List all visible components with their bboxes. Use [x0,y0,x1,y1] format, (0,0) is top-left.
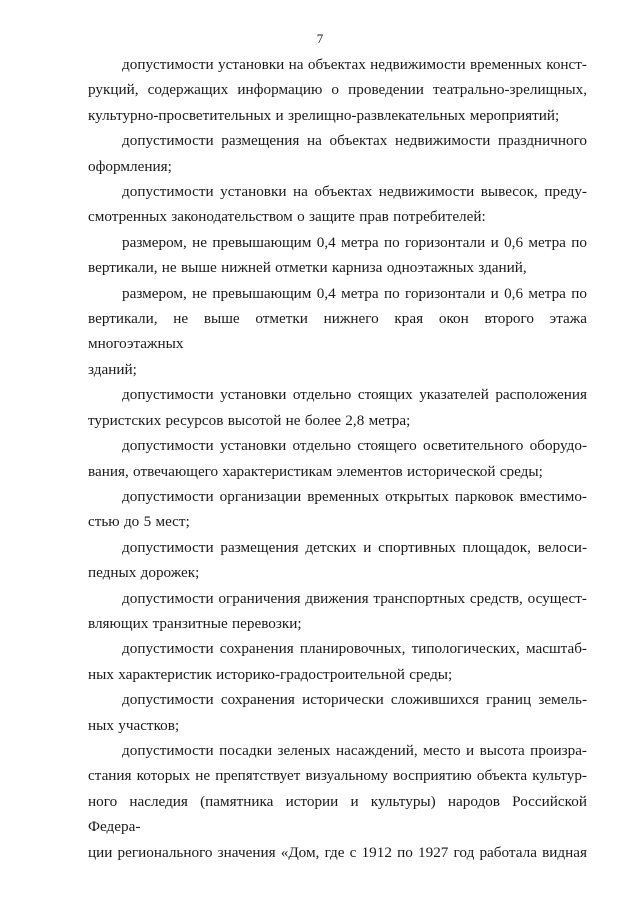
text-line-wrap [88,204,587,229]
text-line-wrap [88,154,587,179]
text-line-wrap [88,306,587,357]
text-line: допустимости размещения на объектах недвижимости праздничного [122,132,587,150]
text-line-wrap [88,433,587,458]
text-line-wrap [88,408,587,433]
text-line-wrap [88,52,587,77]
text-line-wrap [88,230,587,255]
document-body [88,52,587,865]
text-line-wrap [88,738,587,763]
text-line-wrap [88,560,587,585]
text-line: педных дорожек; [88,564,200,582]
text-line: зданий; [88,360,137,378]
text-line-wrap [88,103,587,128]
text-line: культурно-просветительных и зрелищно-развлекательных мероприятий; [88,106,560,124]
text-line-wrap [88,662,587,687]
text-line: ных характеристик историко-градостроительной среды; [88,665,453,683]
text-line-wrap [88,128,587,153]
paragraph-tourist-signs [88,382,587,433]
text-line-wrap [88,382,587,407]
text-line: смотренных законодательством о защите прав потребителей: [88,208,486,226]
text-line-wrap [88,840,587,865]
text-line: ных участков; [88,716,180,734]
text-line: допустимости размещения детских и спортивных площадок, велоси- [122,538,587,556]
text-line-wrap [88,586,587,611]
text-line-wrap [88,636,587,661]
text-line: допустимости сохранения исторически сложившихся границ земель- [122,691,587,709]
text-line: допустимости установки отдельно стоящего осветительного оборудо- [122,437,587,455]
text-line: допустимости установки на объектах недвижимости временных конст- [122,56,587,73]
paragraph-urban-characteristics [88,636,587,687]
text-line-wrap [88,255,587,280]
paragraph-lighting [88,433,587,484]
text-line: размером, не превышающим 0,4 метра по горизонтали и 0,6 метра по [122,233,587,251]
paragraph-parking [88,484,587,535]
text-line-wrap [88,77,587,102]
paragraph-festive-decoration [88,128,587,179]
text-line: ции регионального значения «Дом, где с 1912 по 1927 год работала видная [88,843,587,861]
paragraph-transit-traffic [88,586,587,637]
text-line-wrap [88,535,587,560]
paragraph-playgrounds [88,535,587,586]
text-line: допустимости установки на объектах недвижимости вывесок, преду- [122,183,587,201]
paragraph-land-boundaries [88,687,587,738]
text-line: допустимости организации временных открытых парковок вместимо- [122,487,587,505]
text-line-wrap [88,509,587,534]
page-number: 7 [316,31,324,46]
text-line: вляющих транзитные перевозки; [88,614,302,632]
text-line-wrap [88,484,587,509]
text-line: допустимости установки отдельно стоящих указателей расположения [122,386,587,404]
text-line-wrap [88,281,587,306]
text-line: оформления; [88,157,172,175]
text-line: допустимости посадки зеленых насаждений, место и высота произра- [122,741,587,759]
text-line-wrap [88,789,587,840]
text-line: вертикали, не выше нижней отметки карниза одноэтажных зданий, [88,259,527,277]
text-line: допустимости сохранения планировочных, типологических, масштаб- [122,640,587,658]
text-line: допустимости ограничения движения транспортных средств, осущест- [122,589,587,607]
text-line-wrap [88,459,587,484]
text-line-wrap [88,713,587,738]
text-line-wrap [88,763,587,788]
text-line: размером, не превышающим 0,4 метра по горизонтали и 0,6 метра по [122,284,587,302]
paragraph-green-planting [88,738,587,865]
text-line-wrap [88,179,587,204]
text-line-wrap [88,687,587,712]
text-line-wrap [88,611,587,636]
text-line: стью до 5 мест; [88,513,190,531]
paragraph-size-multi-storey [88,281,587,383]
text-line: вания, отвечающего характеристикам элементов исторической среды; [88,462,543,480]
paragraph-signboards [88,179,587,230]
text-line: туристских ресурсов высотой не более 2,8 метра; [88,411,411,429]
text-line: ного наследия (памятника истории и культуры) народов Российской Федера- [88,792,587,836]
text-line: рукций, содержащих информацию о проведении театрально-зрелищных, [88,81,587,99]
text-line: стания которых не препятствует визуальному восприятию объекта культур- [88,767,587,785]
text-line-wrap [88,357,587,382]
paragraph-size-one-storey [88,230,587,281]
paragraph-temp-structures [88,52,587,128]
text-line: вертикали, не выше отметки нижнего края окон второго этажа многоэтажных [88,310,587,353]
